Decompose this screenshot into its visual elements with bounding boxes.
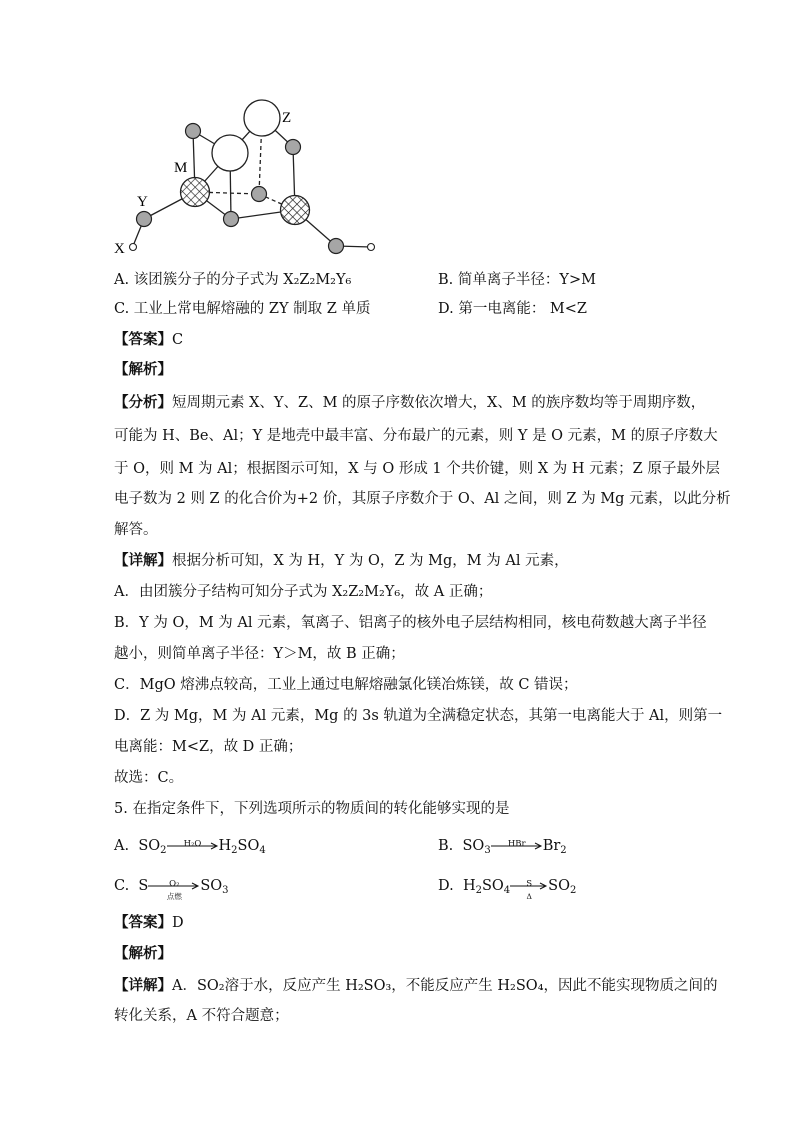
q4-fenxi-line: 于 O，则 M 为 Al；根据图示可知，X 与 O 形成 1 个共价键，则 X 为 H 元素；Z 原子最外层 bbox=[114, 461, 720, 477]
atom-m-hatched bbox=[181, 178, 210, 207]
q4-fenxi-line bbox=[114, 393, 705, 413]
analysis-tag: 【解析】 bbox=[114, 361, 172, 378]
q5-analysis-heading bbox=[114, 944, 172, 964]
atom-x-tiny bbox=[130, 244, 137, 251]
xiangjie-tag: 【详解】 bbox=[114, 977, 172, 994]
reaction-arrow: H₂O bbox=[167, 836, 219, 856]
q5-stem: 5. 在指定条件下，下列选项所示的物质间的转化能够实现的是 bbox=[114, 801, 510, 817]
atom-z-large-front bbox=[212, 135, 248, 171]
q4-option-a: A. 该团簇分子的分子式为 X₂Z₂M₂Y₆ bbox=[114, 272, 352, 288]
q5-option-c: C. S O₂ 点燃 $SO_3$ bbox=[114, 878, 229, 901]
q4-fenxi-line: 可能为 H、Be、Al；Y 是地壳中最丰富、分布最广的元素，则 Y 是 O 元素，M 的原子序数大 bbox=[114, 428, 718, 444]
answer-value: D bbox=[172, 915, 184, 931]
q4-fenxi-line: 电子数为 2 则 Z 的化合价为+2 价，其原子序数介于 O、Al 之间，则 Z 为 Mg 元素，以此分析 bbox=[114, 491, 731, 507]
q4-option-b: B. 简单离子半径：Y>M bbox=[438, 272, 596, 288]
q5-option-d: D. $H_2SO_4$ S Δ $SO_2$ bbox=[438, 878, 577, 901]
answer-tag: 【答案】 bbox=[114, 914, 172, 931]
atom-y-small bbox=[137, 212, 152, 227]
q4-xiangjie-line: 越小，则简单离子半径：Y＞M，故 B 正确； bbox=[114, 646, 405, 662]
q4-xiangjie-line: D．Z 为 Mg，M 为 Al 元素，Mg 的 3s 轨道为全满稳定状态，其第一电离能大于 Al，则第一 bbox=[114, 708, 723, 724]
analysis-tag: 【解析】 bbox=[114, 945, 172, 962]
cluster-molecule-diagram bbox=[0, 0, 794, 260]
atom-x-tiny bbox=[368, 244, 375, 251]
q5-answer bbox=[114, 913, 184, 933]
atom-y-small bbox=[186, 124, 201, 139]
atom-m-hatched bbox=[281, 196, 310, 225]
reaction-arrow: S Δ bbox=[510, 876, 548, 896]
fenxi-tag: 【分析】 bbox=[114, 394, 172, 411]
reaction-arrow: HBr bbox=[491, 836, 543, 856]
q4-xiangjie-line: B．Y 为 O，M 为 Al 元素，氧离子、铝离子的核外电子层结构相同，核电荷数越大离子半径 bbox=[114, 615, 707, 631]
atom-y-small bbox=[329, 239, 344, 254]
q5-xiangjie-line: 转化关系，A 不符合题意； bbox=[114, 1008, 289, 1024]
label-m: M bbox=[174, 160, 188, 176]
answer-value: C bbox=[172, 332, 184, 348]
q4-option-d: D. 第一电离能： M<Z bbox=[438, 301, 588, 317]
q4-xiangjie-line: A．由团簇分子结构可知分子式为 X₂Z₂M₂Y₆，故 A 正确； bbox=[114, 584, 493, 600]
fenxi-text: 短周期元素 X、Y、Z、M 的原子序数依次增大，X、M 的族序数均等于周期序数， bbox=[172, 395, 706, 411]
atom-y-small bbox=[286, 140, 301, 155]
xiangjie-text: 根据分析可知，X 为 H，Y 为 O，Z 为 Mg，M 为 Al 元素， bbox=[172, 553, 569, 569]
label-x: X bbox=[114, 241, 125, 257]
q5-option-a: A. $SO_2$ H₂O $H_2SO_4$ bbox=[114, 838, 266, 856]
q4-analysis-heading bbox=[114, 360, 172, 380]
xiangjie-text: A．SO₂溶于水，反应产生 H₂SO₃，不能反应产生 H₂SO₄，因此不能实现物质之间的 bbox=[172, 978, 718, 994]
atom-y-small bbox=[252, 187, 267, 202]
xiangjie-tag: 【详解】 bbox=[114, 552, 172, 569]
atom-z-large-back bbox=[244, 100, 280, 136]
q4-option-c: C. 工业上常电解熔融的 ZY 制取 Z 单质 bbox=[114, 301, 371, 317]
answer-tag: 【答案】 bbox=[114, 331, 172, 348]
q4-answer bbox=[114, 330, 183, 350]
q5-xiangjie-line bbox=[114, 976, 718, 996]
reaction-arrow: O₂ 点燃 bbox=[148, 876, 200, 896]
q4-xiangjie-line bbox=[114, 551, 569, 571]
label-z: Z bbox=[282, 110, 292, 126]
q4-xiangjie-line: C．MgO 熔沸点较高，工业上通过电解熔融氯化镁冶炼镁，故 C 错误； bbox=[114, 677, 578, 693]
label-y: Y bbox=[137, 194, 148, 210]
atom-y-small bbox=[224, 212, 239, 227]
q4-xiangjie-line: 故选：C。 bbox=[114, 770, 184, 786]
q4-fenxi-line: 解答。 bbox=[114, 522, 158, 538]
q4-xiangjie-line: 电离能：M<Z，故 D 正确； bbox=[114, 739, 303, 755]
q5-option-b: B. $SO_3$ HBr $Br_2$ bbox=[438, 838, 567, 856]
